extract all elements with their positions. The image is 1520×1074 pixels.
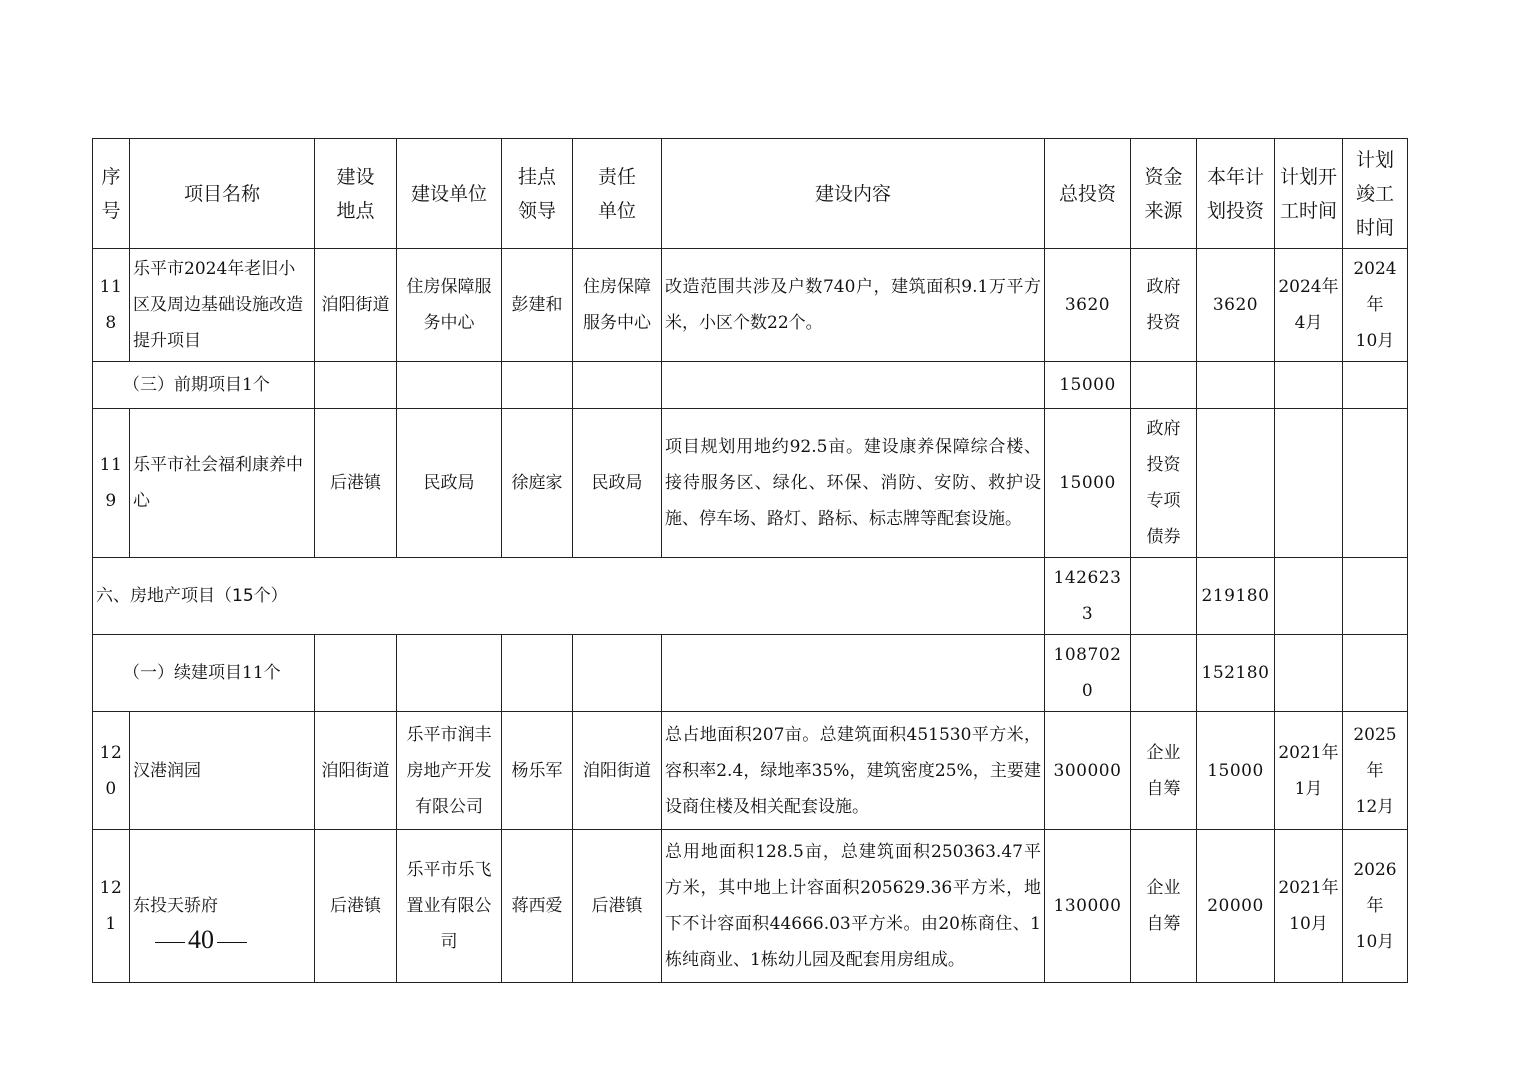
header-funding: 资金 来源 <box>1131 139 1197 249</box>
header-leader: 挂点 领导 <box>502 139 573 249</box>
cell-year-plan: 20000 <box>1197 830 1275 983</box>
cell-builder: 民政局 <box>397 409 502 558</box>
cell-seq: 121 <box>93 830 130 983</box>
cell-year-plan <box>1197 409 1275 558</box>
subsection-label: （一）续建项目11个 <box>93 635 315 712</box>
empty-cell <box>1275 635 1343 712</box>
empty-cell <box>1131 635 1197 712</box>
empty-cell <box>662 635 1045 712</box>
cell-total: 300000 <box>1045 712 1131 830</box>
cell-seq: 119 <box>93 409 130 558</box>
empty-cell <box>397 362 502 409</box>
cell-content: 改造范围共涉及户数740户，建筑面积9.1万平方米，小区个数22个。 <box>662 249 1045 362</box>
cell-builder: 乐平市乐飞置业有限公司 <box>397 830 502 983</box>
cell-leader: 彭建和 <box>502 249 573 362</box>
header-seq: 序 号 <box>93 139 130 249</box>
cell-funding: 政府 投资 专项 债券 <box>1131 409 1197 558</box>
header-builder: 建设单位 <box>397 139 502 249</box>
header-name: 项目名称 <box>130 139 315 249</box>
subsection-row-preliminary <box>93 362 1408 409</box>
table-row-118 <box>93 249 1408 362</box>
cell-year-plan: 3620 <box>1197 249 1275 362</box>
cell-start: 2021年 1月 <box>1275 712 1343 830</box>
subsection-year-plan: 152180 <box>1197 635 1275 712</box>
table-row-121 <box>93 830 1408 983</box>
empty-cell <box>315 362 397 409</box>
header-start: 计划开 工时间 <box>1275 139 1343 249</box>
cell-start <box>1275 409 1343 558</box>
section-row-real-estate <box>93 558 1408 635</box>
cell-funding: 企业 自筹 <box>1131 830 1197 983</box>
header-location: 建设 地点 <box>315 139 397 249</box>
cell-start: 2024年 4月 <box>1275 249 1343 362</box>
cell-name: 东投天骄府 <box>130 830 315 983</box>
cell-name: 汉港润园 <box>130 712 315 830</box>
empty-cell <box>1343 635 1408 712</box>
empty-cell <box>573 635 662 712</box>
empty-cell <box>1343 362 1408 409</box>
page-number-value: 40 <box>188 925 214 954</box>
header-responsible: 责任 单位 <box>573 139 662 249</box>
empty-cell <box>573 362 662 409</box>
cell-builder: 住房保障服务中心 <box>397 249 502 362</box>
header-row <box>93 139 1408 249</box>
section-label: 六、房地产项目（15个） <box>93 558 1045 635</box>
subsection-total: 1087020 <box>1045 635 1131 712</box>
cell-content: 总用地面积128.5亩，总建筑面积250363.47平方米，其中地上计容面积205629.36平方米，地下不计容面积44666.03平方米。由20栋商住、1栋纯商业、1栋幼儿园及配套用房组成。 <box>662 830 1045 983</box>
empty-cell <box>315 635 397 712</box>
cell-funding: 企业 自筹 <box>1131 712 1197 830</box>
cell-responsible: 洎阳街道 <box>573 712 662 830</box>
table-row-120 <box>93 712 1408 830</box>
cell-start: 2021年 10月 <box>1275 830 1343 983</box>
cell-leader: 蒋西爱 <box>502 830 573 983</box>
header-finish: 计划 竣工 时间 <box>1343 139 1408 249</box>
cell-location: 后港镇 <box>315 409 397 558</box>
cell-finish <box>1343 409 1408 558</box>
subsection-label: （三）前期项目1个 <box>93 362 315 409</box>
cell-seq: 118 <box>93 249 130 362</box>
cell-name: 乐平市2024年老旧小区及周边基础设施改造提升项目 <box>130 249 315 362</box>
section-total: 1426233 <box>1045 558 1131 635</box>
cell-year-plan: 15000 <box>1197 712 1275 830</box>
cell-finish: 2024年 10月 <box>1343 249 1408 362</box>
table-row-119 <box>93 409 1408 558</box>
cell-content: 项目规划用地约92.5亩。建设康养保障综合楼、接待服务区、绿化、环保、消防、安防、救护设施、停车场、路灯、路标、标志牌等配套设施。 <box>662 409 1045 558</box>
cell-location: 洎阳街道 <box>315 712 397 830</box>
cell-content: 总占地面积207亩。总建筑面积451530平方米，容积率2.4，绿地率35%，建筑密度25%，主要建设商住楼及相关配套设施。 <box>662 712 1045 830</box>
cell-total: 15000 <box>1045 409 1131 558</box>
cell-responsible: 住房保障服务中心 <box>573 249 662 362</box>
empty-cell <box>1131 558 1197 635</box>
cell-finish: 2026年 10月 <box>1343 830 1408 983</box>
empty-cell <box>1131 362 1197 409</box>
header-content: 建设内容 <box>662 139 1045 249</box>
subsection-total: 15000 <box>1045 362 1131 409</box>
project-table <box>92 138 1408 983</box>
page-number-dash-right <box>217 942 247 943</box>
cell-location: 洎阳街道 <box>315 249 397 362</box>
empty-cell <box>1275 362 1343 409</box>
cell-total: 130000 <box>1045 830 1131 983</box>
cell-name: 乐平市社会福利康养中心 <box>130 409 315 558</box>
cell-responsible: 后港镇 <box>573 830 662 983</box>
empty-cell <box>1343 558 1408 635</box>
header-total: 总投资 <box>1045 139 1131 249</box>
empty-cell <box>1197 362 1275 409</box>
cell-finish: 2025年 12月 <box>1343 712 1408 830</box>
empty-cell <box>397 635 502 712</box>
cell-responsible: 民政局 <box>573 409 662 558</box>
empty-cell <box>662 362 1045 409</box>
cell-funding: 政府 投资 <box>1131 249 1197 362</box>
cell-builder: 乐平市润丰房地产开发有限公司 <box>397 712 502 830</box>
cell-seq: 120 <box>93 712 130 830</box>
header-year-plan: 本年计 划投资 <box>1197 139 1275 249</box>
cell-location: 后港镇 <box>315 830 397 983</box>
cell-leader: 徐庭家 <box>502 409 573 558</box>
cell-total: 3620 <box>1045 249 1131 362</box>
subsection-row-continuing <box>93 635 1408 712</box>
page-number <box>152 925 250 955</box>
empty-cell <box>502 362 573 409</box>
cell-leader: 杨乐军 <box>502 712 573 830</box>
empty-cell <box>1275 558 1343 635</box>
empty-cell <box>502 635 573 712</box>
page-number-dash-left <box>155 942 185 943</box>
section-year-plan: 219180 <box>1197 558 1275 635</box>
